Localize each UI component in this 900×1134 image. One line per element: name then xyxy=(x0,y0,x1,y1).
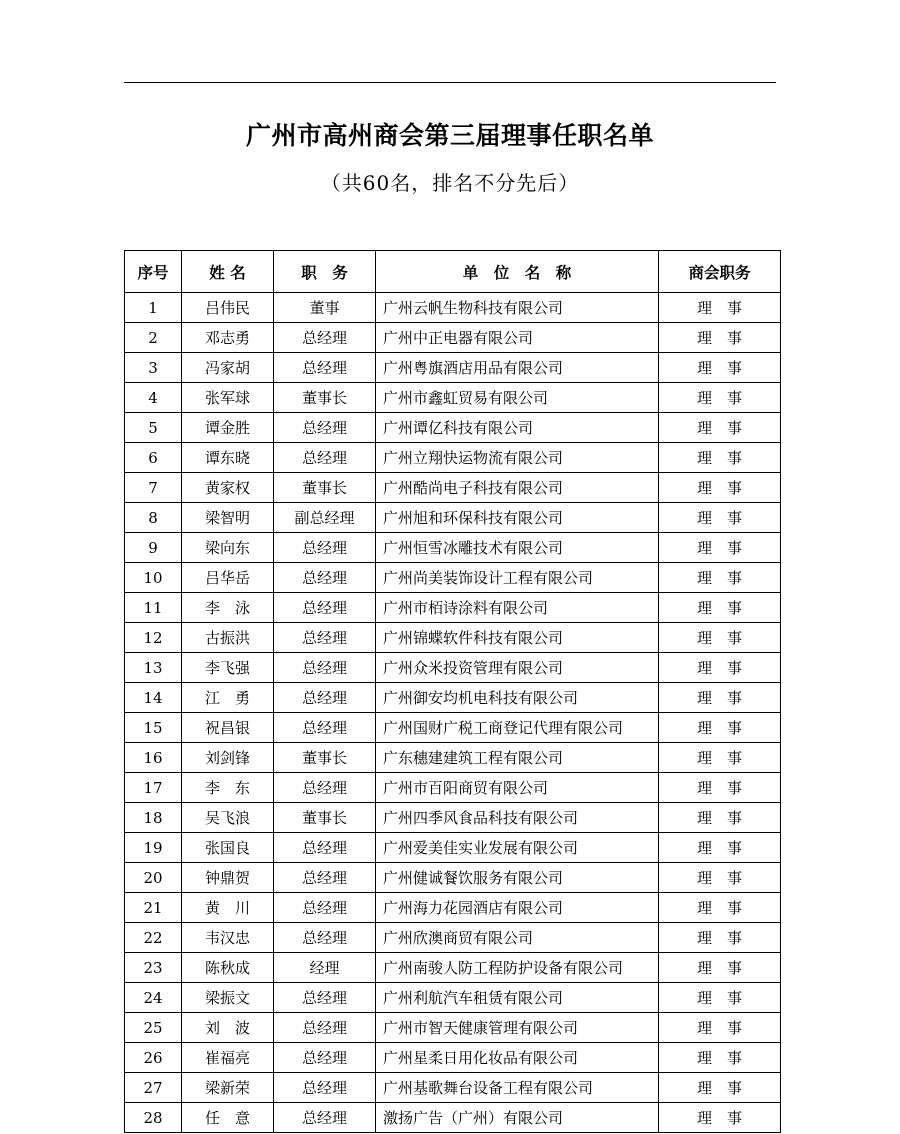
cell-org: 广州尚美装饰设计工程有限公司 xyxy=(376,563,659,593)
table-row xyxy=(125,983,781,1013)
cell-name: 李飞强 xyxy=(182,653,274,683)
cell-no: 5 xyxy=(125,413,182,443)
cell-title: 总经理 xyxy=(274,1103,376,1133)
cell-no: 12 xyxy=(125,623,182,653)
cell-no: 19 xyxy=(125,833,182,863)
cell-role: 理 事 xyxy=(659,713,781,743)
table-row xyxy=(125,623,781,653)
cell-org: 广州云帆生物科技有限公司 xyxy=(376,293,659,323)
table-row xyxy=(125,293,781,323)
cell-no: 26 xyxy=(125,1043,182,1073)
cell-role: 理 事 xyxy=(659,953,781,983)
cell-no: 7 xyxy=(125,473,182,503)
cell-no: 14 xyxy=(125,683,182,713)
cell-role: 理 事 xyxy=(659,593,781,623)
cell-title: 总经理 xyxy=(274,323,376,353)
table-row xyxy=(125,803,781,833)
cell-name: 韦汉忠 xyxy=(182,923,274,953)
cell-no: 8 xyxy=(125,503,182,533)
table-row xyxy=(125,1013,781,1043)
cell-no: 3 xyxy=(125,353,182,383)
table-row xyxy=(125,383,781,413)
cell-title: 总经理 xyxy=(274,563,376,593)
cell-no: 28 xyxy=(125,1103,182,1133)
header-role: 商会职务 xyxy=(659,251,781,293)
table-row xyxy=(125,443,781,473)
cell-org: 广州市智天健康管理有限公司 xyxy=(376,1013,659,1043)
cell-title: 总经理 xyxy=(274,773,376,803)
cell-no: 2 xyxy=(125,323,182,353)
cell-role: 理 事 xyxy=(659,503,781,533)
header-no: 序号 xyxy=(125,251,182,293)
cell-title: 总经理 xyxy=(274,893,376,923)
cell-name: 任 意 xyxy=(182,1103,274,1133)
cell-org: 广州恒雪冰雕技术有限公司 xyxy=(376,533,659,563)
table-row xyxy=(125,1043,781,1073)
cell-role: 理 事 xyxy=(659,323,781,353)
cell-org: 广州海力花园酒店有限公司 xyxy=(376,893,659,923)
cell-role: 理 事 xyxy=(659,383,781,413)
table-row xyxy=(125,953,781,983)
cell-name: 冯家胡 xyxy=(182,353,274,383)
cell-role: 理 事 xyxy=(659,1043,781,1073)
cell-title: 总经理 xyxy=(274,983,376,1013)
cell-role: 理 事 xyxy=(659,893,781,923)
cell-title: 董事长 xyxy=(274,473,376,503)
cell-role: 理 事 xyxy=(659,533,781,563)
cell-role: 理 事 xyxy=(659,983,781,1013)
cell-org: 广州健诚餐饮服务有限公司 xyxy=(376,863,659,893)
cell-no: 15 xyxy=(125,713,182,743)
cell-org: 广州爱美佳实业发展有限公司 xyxy=(376,833,659,863)
cell-org: 广州利航汽车租赁有限公司 xyxy=(376,983,659,1013)
table-row xyxy=(125,1103,781,1133)
table-row xyxy=(125,1073,781,1103)
cell-org: 广州星柔日用化妆品有限公司 xyxy=(376,1043,659,1073)
cell-title: 董事长 xyxy=(274,383,376,413)
cell-title: 总经理 xyxy=(274,533,376,563)
document-title: 广州市高州商会第三届理事任职名单 xyxy=(245,121,654,150)
cell-org: 广州南骏人防工程防护设备有限公司 xyxy=(376,953,659,983)
cell-no: 10 xyxy=(125,563,182,593)
cell-org: 广州锦蝶软件科技有限公司 xyxy=(376,623,659,653)
cell-org: 广州欣澳商贸有限公司 xyxy=(376,923,659,953)
cell-name: 谭东晓 xyxy=(182,443,274,473)
cell-org: 广州四季风食品科技有限公司 xyxy=(376,803,659,833)
cell-no: 18 xyxy=(125,803,182,833)
cell-title: 董事 xyxy=(274,293,376,323)
cell-title: 总经理 xyxy=(274,1043,376,1073)
cell-title: 总经理 xyxy=(274,863,376,893)
cell-role: 理 事 xyxy=(659,1073,781,1103)
cell-org: 广州中正电器有限公司 xyxy=(376,323,659,353)
table-row xyxy=(125,833,781,863)
cell-org: 广州立翔快运物流有限公司 xyxy=(376,443,659,473)
table-row xyxy=(125,323,781,353)
cell-no: 16 xyxy=(125,743,182,773)
table-row xyxy=(125,503,781,533)
cell-name: 黄家权 xyxy=(182,473,274,503)
table-row xyxy=(125,713,781,743)
table-row xyxy=(125,593,781,623)
cell-name: 梁智明 xyxy=(182,503,274,533)
cell-role: 理 事 xyxy=(659,353,781,383)
cell-org: 广东穗建建筑工程有限公司 xyxy=(376,743,659,773)
cell-role: 理 事 xyxy=(659,623,781,653)
cell-title: 总经理 xyxy=(274,923,376,953)
table-row xyxy=(125,473,781,503)
cell-role: 理 事 xyxy=(659,833,781,863)
cell-name: 李 泳 xyxy=(182,593,274,623)
cell-role: 理 事 xyxy=(659,293,781,323)
cell-role: 理 事 xyxy=(659,413,781,443)
cell-title: 总经理 xyxy=(274,593,376,623)
header-rule xyxy=(124,82,776,83)
cell-role: 理 事 xyxy=(659,1103,781,1133)
cell-org: 广州粤旗酒店用品有限公司 xyxy=(376,353,659,383)
cell-no: 20 xyxy=(125,863,182,893)
table-row xyxy=(125,863,781,893)
cell-role: 理 事 xyxy=(659,683,781,713)
cell-org: 广州御安均机电科技有限公司 xyxy=(376,683,659,713)
cell-org: 广州酷尚电子科技有限公司 xyxy=(376,473,659,503)
cell-org: 激扬广告（广州）有限公司 xyxy=(376,1103,659,1133)
cell-org: 广州基歌舞台设备工程有限公司 xyxy=(376,1073,659,1103)
cell-no: 1 xyxy=(125,293,182,323)
cell-role: 理 事 xyxy=(659,803,781,833)
cell-name: 黄 川 xyxy=(182,893,274,923)
header-org: 单 位 名 称 xyxy=(376,251,659,293)
cell-no: 27 xyxy=(125,1073,182,1103)
cell-title: 总经理 xyxy=(274,353,376,383)
cell-title: 总经理 xyxy=(274,1073,376,1103)
cell-title: 经理 xyxy=(274,953,376,983)
cell-title: 董事长 xyxy=(274,803,376,833)
cell-name: 张军球 xyxy=(182,383,274,413)
cell-org: 广州国财广税工商登记代理有限公司 xyxy=(376,713,659,743)
cell-title: 总经理 xyxy=(274,683,376,713)
cell-role: 理 事 xyxy=(659,743,781,773)
cell-name: 谭金胜 xyxy=(182,413,274,443)
table-row xyxy=(125,923,781,953)
cell-org: 广州众米投资管理有限公司 xyxy=(376,653,659,683)
cell-role: 理 事 xyxy=(659,773,781,803)
cell-no: 6 xyxy=(125,443,182,473)
cell-name: 梁向东 xyxy=(182,533,274,563)
cell-name: 梁新荣 xyxy=(182,1073,274,1103)
cell-role: 理 事 xyxy=(659,563,781,593)
cell-name: 陈秋成 xyxy=(182,953,274,983)
cell-no: 4 xyxy=(125,383,182,413)
cell-title: 副总经理 xyxy=(274,503,376,533)
cell-name: 祝昌银 xyxy=(182,713,274,743)
table-row xyxy=(125,563,781,593)
cell-name: 刘剑锋 xyxy=(182,743,274,773)
table-header-row xyxy=(125,251,781,293)
table-body xyxy=(125,293,781,1133)
cell-role: 理 事 xyxy=(659,473,781,503)
table-row xyxy=(125,683,781,713)
cell-role: 理 事 xyxy=(659,443,781,473)
table-row xyxy=(125,533,781,563)
cell-name: 吕伟民 xyxy=(182,293,274,323)
cell-title: 总经理 xyxy=(274,713,376,743)
header-title: 职 务 xyxy=(274,251,376,293)
cell-name: 张国良 xyxy=(182,833,274,863)
table-row xyxy=(125,893,781,923)
cell-no: 24 xyxy=(125,983,182,1013)
cell-org: 广州市栢诗涂料有限公司 xyxy=(376,593,659,623)
cell-role: 理 事 xyxy=(659,1013,781,1043)
cell-name: 李 东 xyxy=(182,773,274,803)
cell-name: 崔福亮 xyxy=(182,1043,274,1073)
cell-org: 广州市鑫虹贸易有限公司 xyxy=(376,383,659,413)
document-subtitle: （共60名，排名不分先后） xyxy=(320,171,580,195)
table-row xyxy=(125,413,781,443)
cell-title: 总经理 xyxy=(274,413,376,443)
cell-no: 11 xyxy=(125,593,182,623)
table-row xyxy=(125,653,781,683)
cell-name: 古振洪 xyxy=(182,623,274,653)
cell-name: 梁振文 xyxy=(182,983,274,1013)
director-roster-table xyxy=(124,250,781,1133)
cell-role: 理 事 xyxy=(659,923,781,953)
cell-name: 钟鼎贺 xyxy=(182,863,274,893)
cell-role: 理 事 xyxy=(659,653,781,683)
cell-org: 广州市百阳商贸有限公司 xyxy=(376,773,659,803)
header-name: 姓 名 xyxy=(182,251,274,293)
cell-name: 吕华岳 xyxy=(182,563,274,593)
cell-name: 江 勇 xyxy=(182,683,274,713)
cell-role: 理 事 xyxy=(659,863,781,893)
cell-title: 总经理 xyxy=(274,1013,376,1043)
cell-no: 13 xyxy=(125,653,182,683)
cell-no: 9 xyxy=(125,533,182,563)
cell-no: 22 xyxy=(125,923,182,953)
cell-name: 邓志勇 xyxy=(182,323,274,353)
cell-org: 广州谭亿科技有限公司 xyxy=(376,413,659,443)
cell-name: 吴飞浪 xyxy=(182,803,274,833)
cell-no: 17 xyxy=(125,773,182,803)
table-row xyxy=(125,773,781,803)
cell-org: 广州旭和环保科技有限公司 xyxy=(376,503,659,533)
table-row xyxy=(125,353,781,383)
cell-title: 董事长 xyxy=(274,743,376,773)
cell-title: 总经理 xyxy=(274,833,376,863)
cell-no: 23 xyxy=(125,953,182,983)
cell-no: 25 xyxy=(125,1013,182,1043)
cell-title: 总经理 xyxy=(274,653,376,683)
cell-title: 总经理 xyxy=(274,443,376,473)
cell-no: 21 xyxy=(125,893,182,923)
table-row xyxy=(125,743,781,773)
cell-title: 总经理 xyxy=(274,623,376,653)
cell-name: 刘 波 xyxy=(182,1013,274,1043)
